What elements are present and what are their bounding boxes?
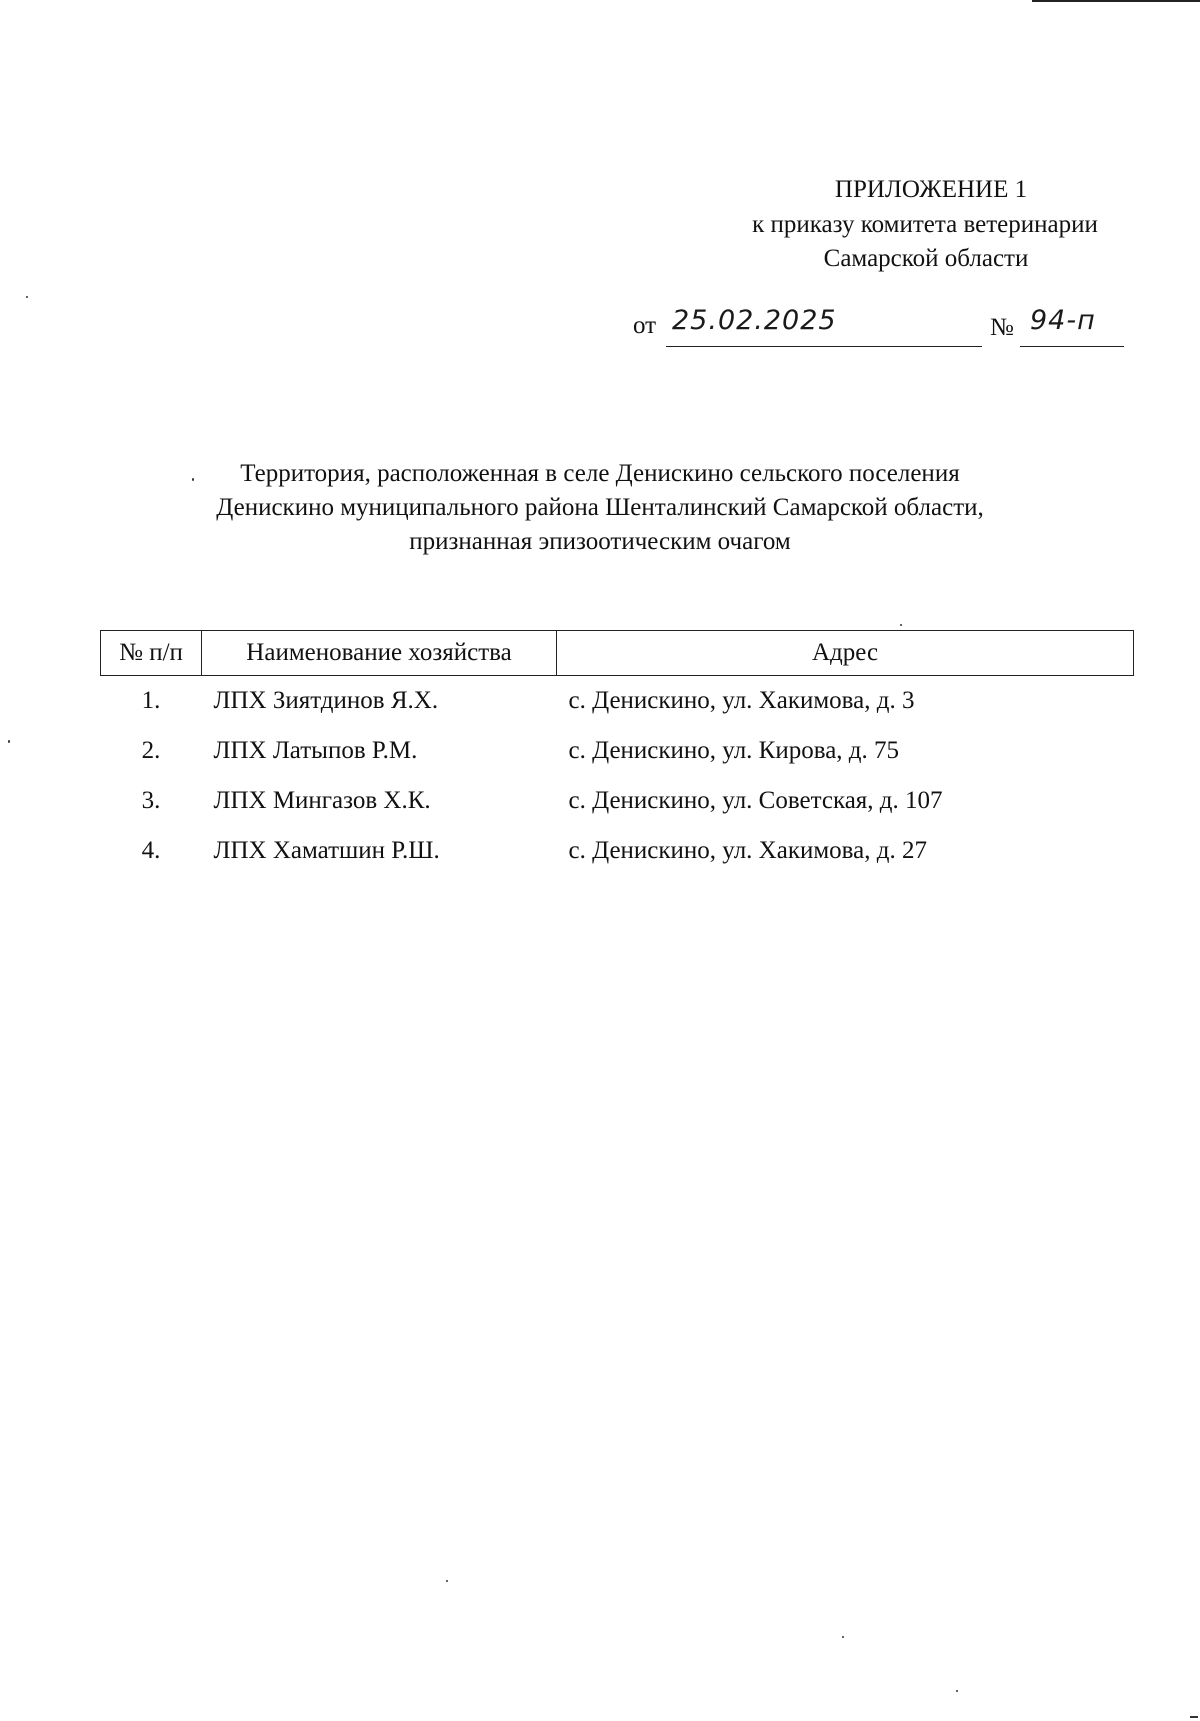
row-number: 1. [141, 687, 161, 714]
date-underline [666, 346, 982, 347]
scan-speck [956, 1690, 958, 1692]
table-header-row [101, 631, 1134, 676]
scan-speck [26, 296, 28, 298]
heading-line-3: признанная эпизоотическим очагом [409, 528, 791, 555]
header-household: Наименование хозяйства [202, 631, 557, 676]
row-address: с. Денискино, ул. Хакимова, д. 3 [568, 687, 915, 714]
number-prefix: № [990, 314, 1014, 341]
table-row [101, 726, 1134, 776]
row-household: ЛПХ Зиятдинов Я.Х. [213, 687, 439, 714]
header-address: Адрес [557, 631, 1134, 676]
row-number: 2. [141, 737, 161, 764]
scan-speck [446, 1580, 448, 1582]
scan-speck [8, 740, 10, 743]
row-address: с. Денискино, ул. Хакимова, д. 27 [568, 837, 927, 864]
households-table [100, 630, 1134, 876]
heading-line-1: Территория, расположенная в селе Денискино сельского поселения [240, 460, 960, 487]
table-row [101, 826, 1134, 876]
row-address: с. Денискино, ул. Советская, д. 107 [568, 787, 943, 814]
row-household: ЛПХ Мингазов Х.К. [213, 787, 431, 814]
row-household: ЛПХ Латыпов Р.М. [213, 737, 418, 764]
scan-speck [192, 478, 194, 481]
table-row [101, 676, 1134, 727]
number-underline [1020, 346, 1124, 347]
heading-line-2: Денискино муниципального района Шенталинский Самарской области, [216, 494, 984, 521]
scan-edge-line [1032, 0, 1200, 2]
scan-speck [842, 1636, 844, 1638]
annex-line-order: к приказу комитета ветеринарии [752, 211, 1098, 238]
row-address: с. Денискино, ул. Кирова, д. 75 [568, 737, 900, 764]
annex-title: ПРИЛОЖЕНИЕ 1 [834, 176, 1028, 203]
row-number: 3. [141, 787, 161, 814]
row-household: ЛПХ Хаматшин Р.Ш. [213, 837, 440, 864]
scan-speck [900, 624, 902, 626]
header-number: № п/п [101, 631, 202, 676]
order-date-handwritten: 25.02.2025 [672, 305, 837, 336]
row-number: 4. [141, 837, 161, 864]
date-prefix: от [633, 312, 657, 339]
table-row [101, 776, 1134, 826]
scan-speck [1190, 1716, 1198, 1718]
order-number-handwritten: 94-п [1030, 305, 1096, 336]
annex-line-region: Самарской области [823, 245, 1029, 272]
